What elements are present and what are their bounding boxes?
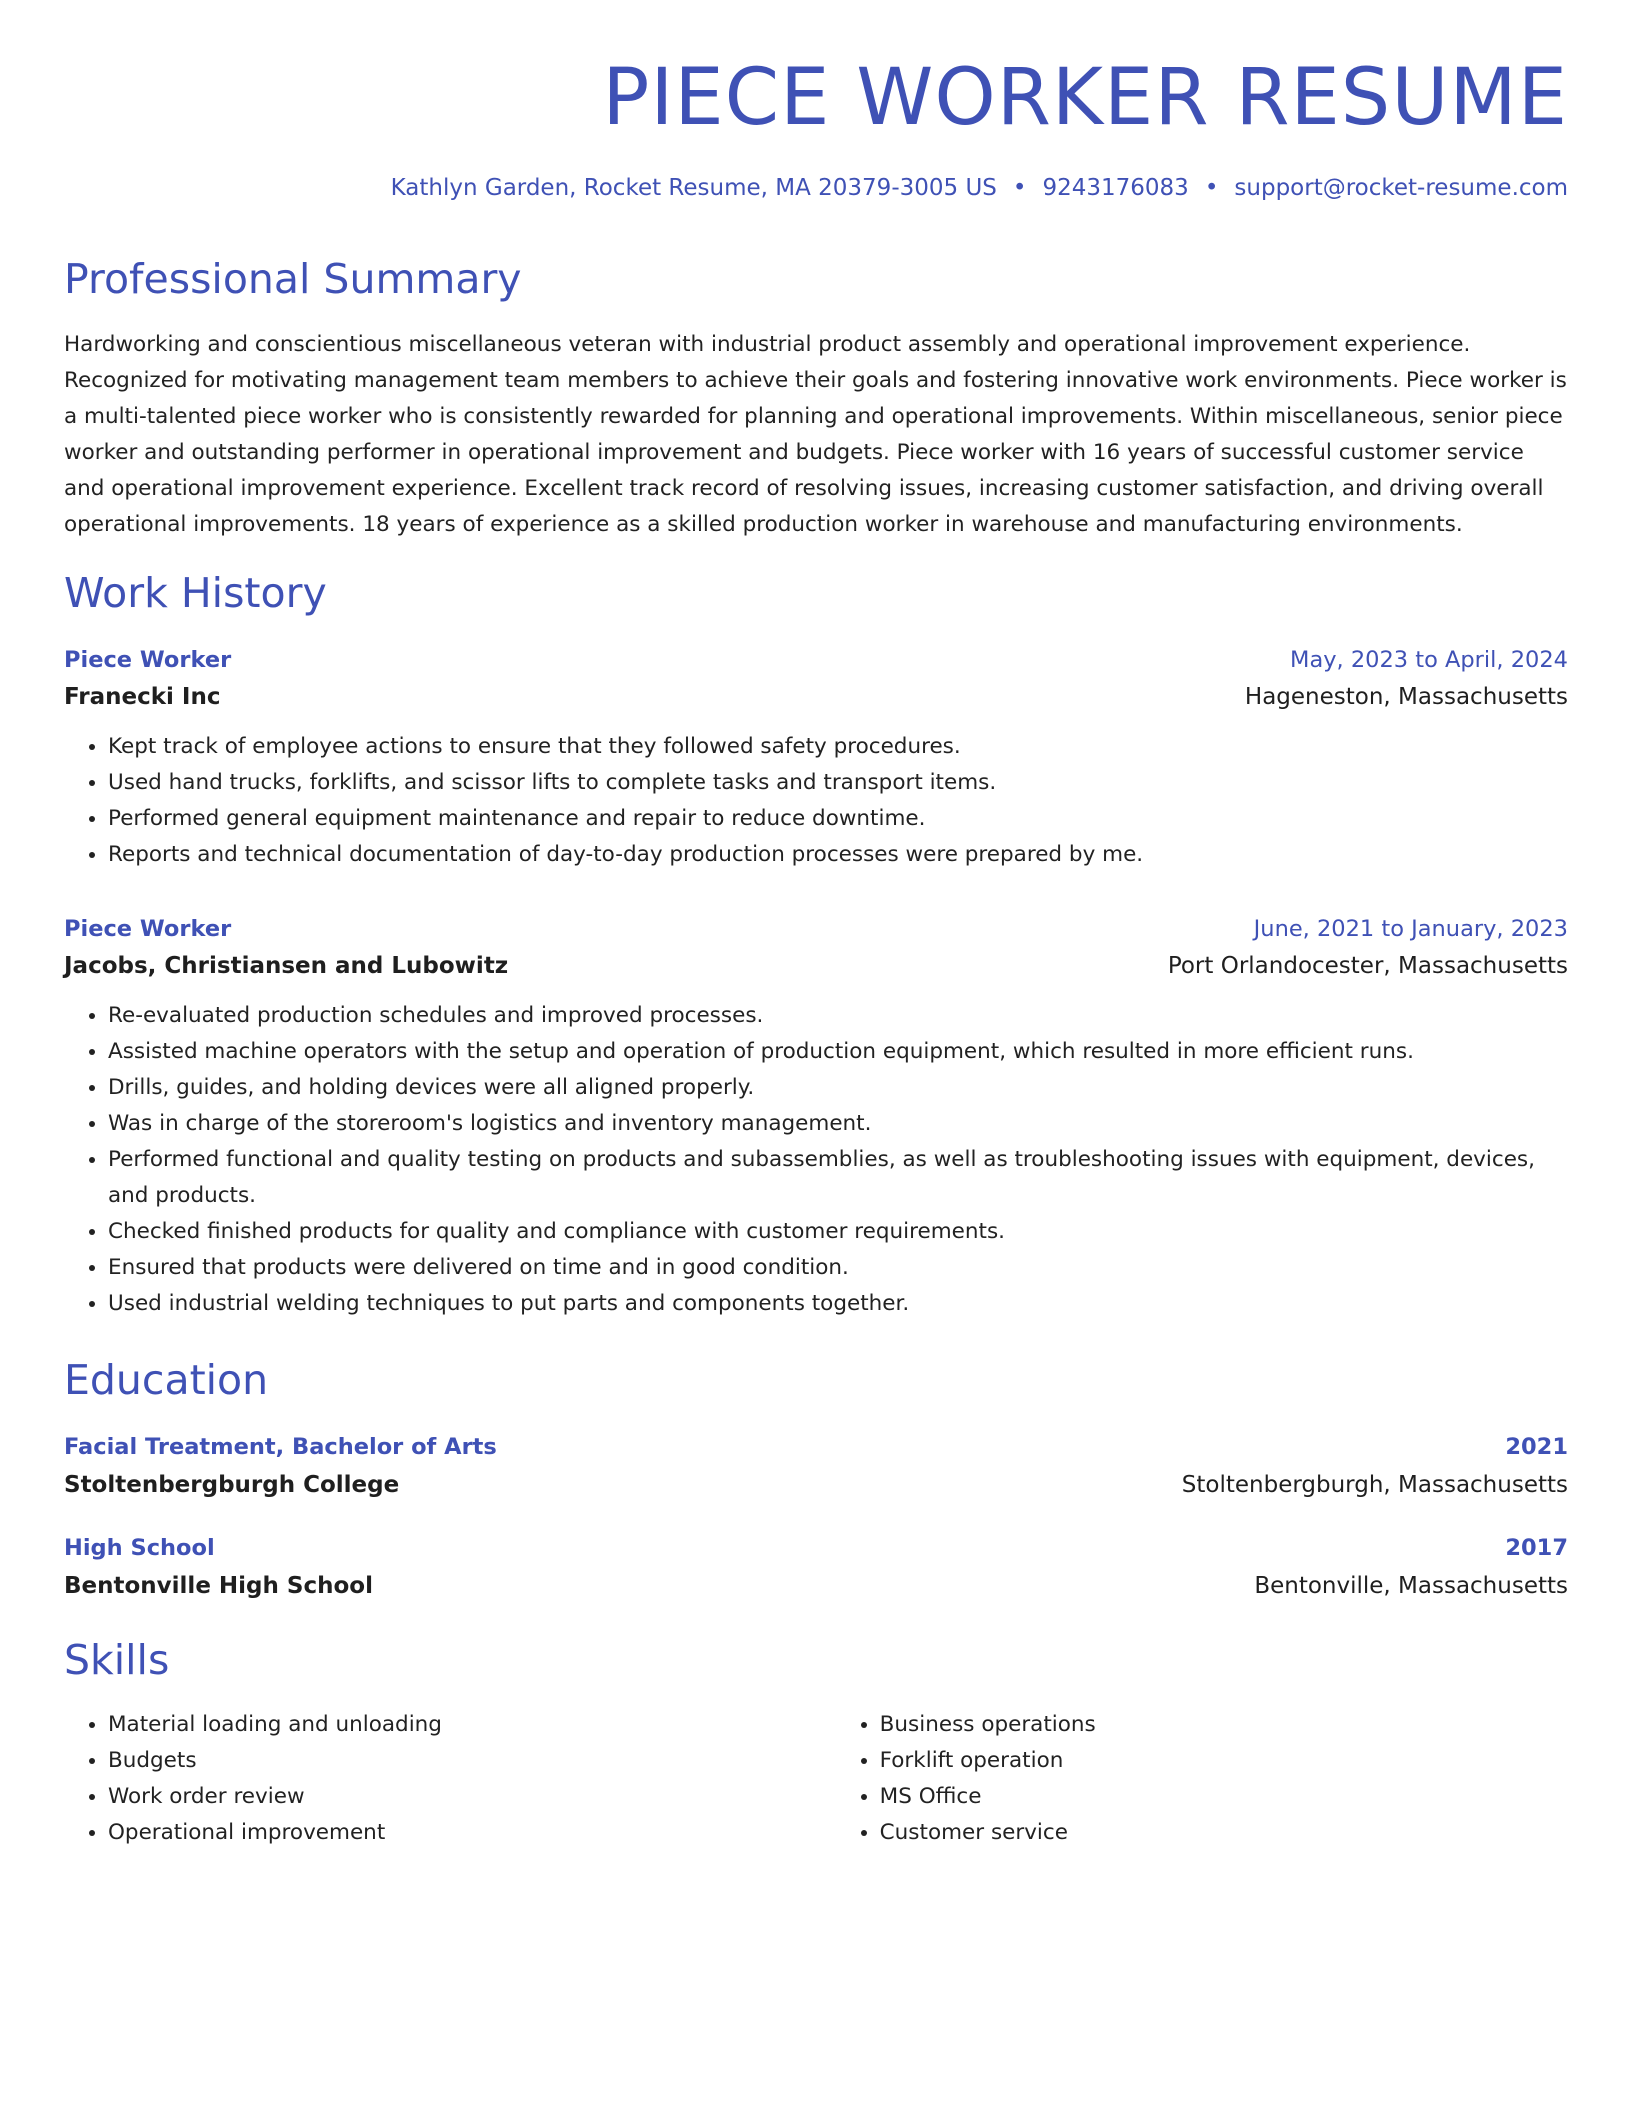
job-duty: • Performed functional and quality testing on products and subassemblies, as well as troubleshooting issues with equipment, devices, and products. [108, 1142, 1568, 1214]
job-duty: • Drills, guides, and holding devices were all aligned properly. [108, 1070, 1568, 1106]
skill-item: • Material loading and unloading [108, 1707, 836, 1743]
contact-separator: • [1204, 174, 1219, 201]
skills-list-left [64, 1707, 836, 1851]
resume-title: PIECE WORKER RESUME [602, 53, 1568, 143]
job-duty: • Used industrial welding techniques to put parts and components together. [108, 1286, 1568, 1322]
job-duty: • Checked finished products for quality and compliance with customer requirements. [108, 1214, 1568, 1250]
job-title: Piece Worker [64, 916, 232, 942]
job-company: Franecki Inc [64, 684, 221, 711]
school-name: Bentonville High School [64, 1572, 373, 1599]
skill-item: • Operational improvement [108, 1815, 836, 1851]
job-duty: • Ensured that products were delivered on time and in good condition. [108, 1250, 1568, 1286]
degree-name: Facial Treatment, Bachelor of Arts [64, 1434, 497, 1461]
job-location: Port Orlandocester, Massachusetts [1167, 953, 1568, 980]
job-title: Piece Worker [64, 646, 232, 673]
school-location: Bentonville, Massachusetts [1254, 1572, 1568, 1599]
contact-address: Kathlyn Garden, Rocket Resume, MA 20379-3005 US [390, 174, 997, 201]
skill-item: • Forklift operation [880, 1743, 1568, 1779]
skills-list-right [836, 1707, 1568, 1851]
job-duty: • Reports and technical documentation of day-to-day production processes were prepared by me. [108, 837, 1568, 873]
education-heading: Education [64, 1356, 269, 1405]
job-entry [64, 915, 1568, 1322]
graduation-year: 2021 [1505, 1434, 1568, 1461]
job-company: Jacobs, Christiansen and Lubowitz [64, 953, 509, 980]
school-name: Stoltenbergburgh College [64, 1471, 400, 1498]
contact-separator: • [1012, 174, 1027, 201]
skill-item: • Customer service [880, 1815, 1568, 1851]
job-duty: • Was in charge of the storeroom's logistics and inventory management. [108, 1106, 1568, 1142]
job-duties-list [64, 998, 1568, 1322]
contact-phone: 9243176083 [1042, 174, 1189, 201]
job-location: Hageneston, Massachusetts [1244, 684, 1568, 711]
summary-text: Hardworking and conscientious miscellaneous veteran with industrial product assembly and operational improvement experience. Recognized for motivating management team members to achieve their goals and fostering innovative work environments. Piece worker is a multi-talented piece worker who is consistently rewarded for planning and operational improvements. Within miscellaneous, senior piece worker and outstanding performer in operational improvement and budgets. Piece worker with 16 years of successful customer service and operational improvement experience. Excellent track record of resolving issues, increasing customer satisfaction, and driving overall operational improvements. 18 years of experience as a skilled production worker in warehouse and manufacturing environments. [64, 331, 1567, 537]
job-duties-list [64, 729, 1568, 873]
work-history-heading: Work History [64, 568, 327, 617]
skill-item: • Business operations [880, 1707, 1568, 1743]
education-entry [64, 1534, 1568, 1601]
skills-section [64, 1636, 1568, 1851]
skills-heading: Skills [64, 1635, 170, 1684]
job-duty: • Used hand trucks, forklifts, and scissor lifts to complete tasks and transport items. [108, 765, 1568, 801]
professional-summary-section [64, 255, 1568, 542]
work-history-section [64, 569, 1568, 1322]
education-entry [64, 1433, 1568, 1500]
skills-grid [64, 1707, 1568, 1851]
skill-item: • Budgets [108, 1743, 836, 1779]
job-duty: • Re-evaluated production schedules and improved processes. [108, 998, 1568, 1034]
job-entry [64, 646, 1568, 873]
job-duty: • Kept track of employee actions to ensure that they followed safety procedures. [108, 729, 1568, 765]
job-dates: May, 2023 to April, 2024 [1290, 646, 1568, 673]
contact-line [64, 174, 1568, 204]
summary-heading: Professional Summary [64, 255, 522, 304]
school-location: Stoltenbergburgh, Massachusetts [1181, 1471, 1568, 1498]
skill-item: • Work order review [108, 1779, 836, 1815]
contact-email: support@rocket-resume.com [1234, 174, 1568, 201]
degree-name: High School [64, 1535, 215, 1562]
job-dates: June, 2021 to January, 2023 [1253, 916, 1568, 942]
graduation-year: 2017 [1505, 1535, 1568, 1562]
job-duty: • Assisted machine operators with the setup and operation of production equipment, which resulted in more efficient runs. [108, 1034, 1568, 1070]
resume-header [64, 0, 1568, 203]
education-section [64, 1356, 1568, 1601]
job-duty: • Performed general equipment maintenance and repair to reduce downtime. [108, 801, 1568, 837]
skill-item: • MS Office [880, 1779, 1568, 1815]
